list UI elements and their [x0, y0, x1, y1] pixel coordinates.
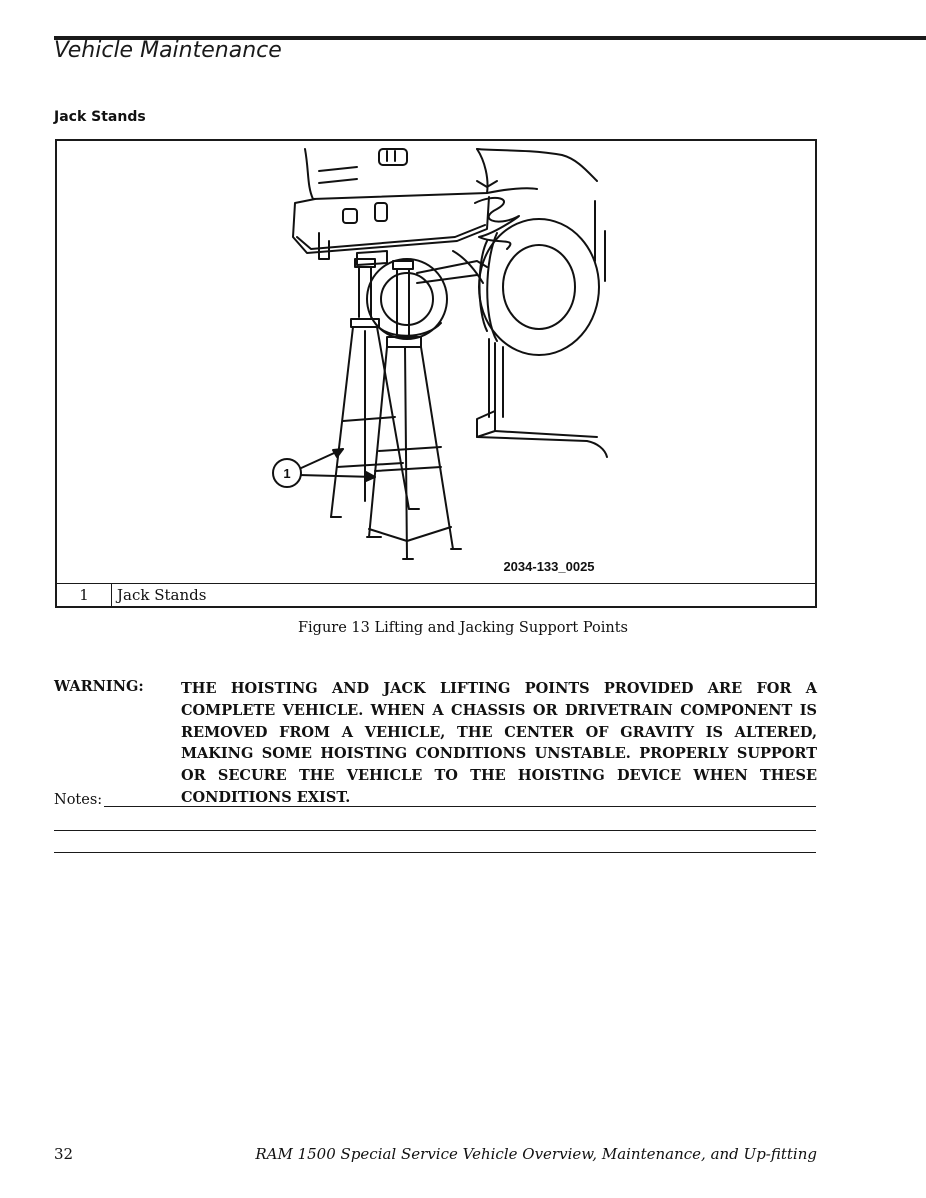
legend-number: 1: [57, 584, 112, 607]
page-number: 32: [54, 1145, 74, 1163]
warning-text: THE HOISTING AND JACK LIFTING POINTS PROVIDED ARE FOR A COMPLETE VEHICLE. WHEN A CHASSIS OR DRIVETRAIN COMPONENT IS REMOVED FROM A VEHICLE, THE CENTER OF GRAVITY IS ALTERED, MAKING SOME HOISTING CONDITIONS UNSTABLE. PROPERLY SUPPORT OR SECURE THE VEHICLE TO THE HOISTING DEVICE WHEN THESE CONDITIONS EXIST.: [181, 680, 817, 806]
notes-line-2: [54, 816, 816, 831]
jack-stands-illustration: [57, 141, 815, 583]
running-footer: RAM 1500 Special Service Vehicle Overview, Maintenance, and Up-fitting: [255, 1145, 817, 1163]
warning-label: WARNING:: [54, 678, 144, 695]
notes-line-1: [54, 792, 816, 807]
legend-label: Jack Stands: [117, 586, 207, 604]
section-heading: Jack Stands: [54, 109, 146, 125]
figure-box: [55, 139, 817, 608]
figure-legend-row: [57, 583, 815, 607]
notes-label: Notes:: [54, 792, 103, 808]
figure-caption: Figure 13 Lifting and Jacking Support Points: [297, 620, 628, 636]
axle-drawing: [417, 251, 487, 283]
callout-number: 1: [283, 466, 291, 481]
notes-line-3: [54, 838, 816, 853]
chapter-title: Vehicle Maintenance: [54, 38, 282, 63]
wheel-drawing: [479, 219, 599, 355]
figure-image-code: 2034-133_0025: [503, 559, 595, 574]
